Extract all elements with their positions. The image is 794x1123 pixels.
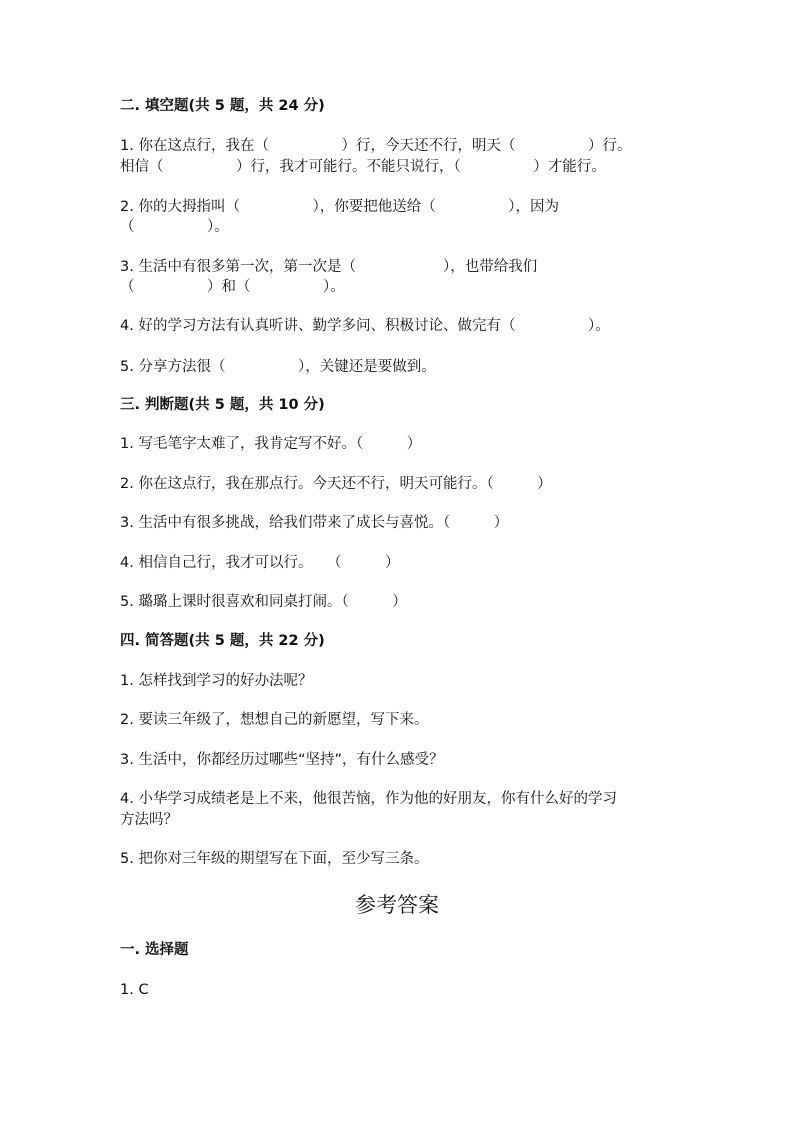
short-answer-question-5: 5. 把你对三年级的期望写在下面，至少写三条。 [120,851,429,867]
true-false-question-5: 5. 璐璐上课时很喜欢和同桌打闹。（ ） [120,594,407,610]
fill-blank-question-2-line-1: 2. 你的大拇指叫（ ），你要把他送给（ ），因为 [120,199,559,215]
fill-blank-question-2-line-2: （ ）。 [120,219,229,235]
answer-item-1: 1. C [120,982,149,998]
short-answer-question-1: 1. 怎样找到学习的好办法呢？ [120,673,313,689]
true-false-question-3: 3. 生活中有很多挑战，给我们带来了成长与喜悦。（ ） [120,515,509,531]
answer-key-title: 参考答案 [355,893,439,917]
answer-section-heading-choice: 一. 选择题 [120,942,189,958]
true-false-question-4: 4. 相信自己行，我才可以行。 （ ） [120,555,400,571]
fill-blank-question-1-line-1: 1. 你在这点行，我在（ ）行，今天还不行，明天（ ）行。 [120,138,632,154]
short-answer-question-2: 2. 要读三年级了，想想自己的新愿望，写下来。 [120,712,429,728]
section-heading-short-answer: 四. 简答题(共 5 题，共 22 分) [120,633,325,649]
true-false-question-1: 1. 写毛笔字太难了，我肯定写不好。（ ） [120,436,422,452]
short-answer-question-4-line-2: 方法吗？ [120,812,178,828]
short-answer-question-4-line-1: 4. 小华学习成绩老是上不来，他很苦恼，作为他的好朋友，你有什么好的学习 [120,791,617,807]
section-heading-fill-blank: 二. 填空题(共 5 题，共 24 分) [120,98,325,114]
fill-blank-question-3-line-2: （ ）和（ ）。 [120,279,345,295]
fill-blank-question-5: 5. 分享方法很（ ），关键还是要做到。 [120,359,436,375]
fill-blank-question-3-line-1: 3. 生活中有很多第一次，第一次是（ ），也带给我们 [120,259,538,275]
section-heading-true-false: 三. 判断题(共 5 题，共 10 分) [120,397,325,413]
fill-blank-question-4: 4. 好的学习方法有认真听讲、勤学多问、积极讨论、做完有（ ）。 [120,318,610,334]
fill-blank-question-1-line-2: 相信（ ）行，我才可能行。不能只说行，（ ）才能行。 [120,159,606,175]
true-false-question-2: 2. 你在这点行，我在那点行。今天还不行，明天可能行。（ ） [120,476,552,492]
short-answer-question-3: 3. 生活中，你都经历过哪些“坚持”，有什么感受？ [120,752,444,768]
